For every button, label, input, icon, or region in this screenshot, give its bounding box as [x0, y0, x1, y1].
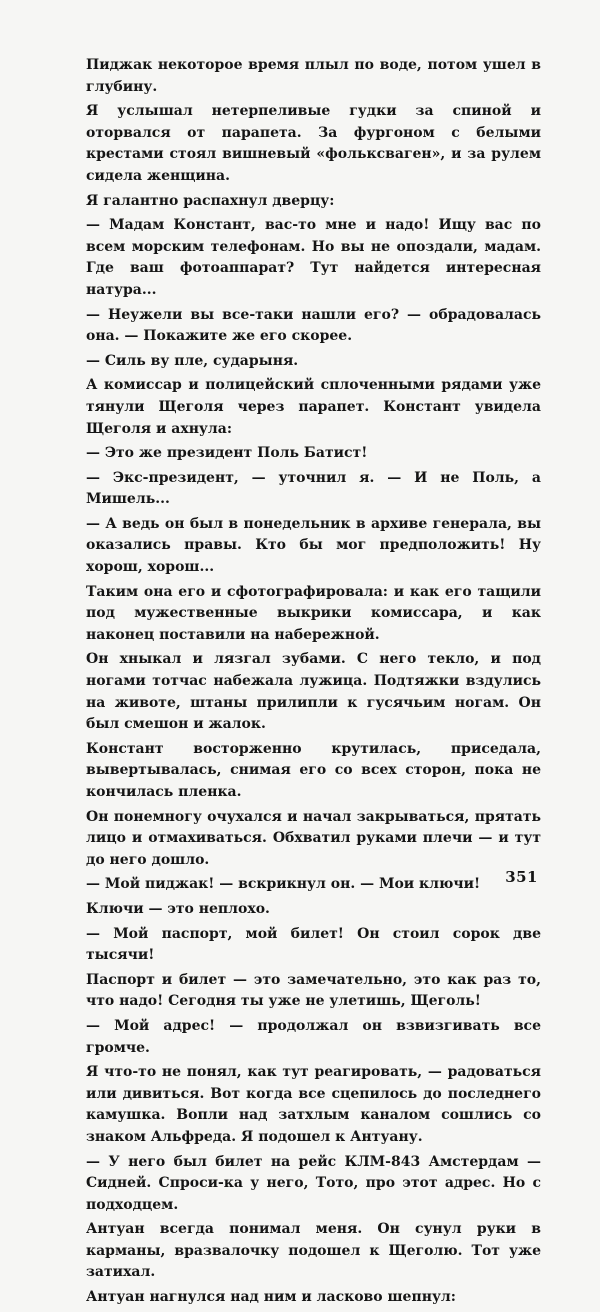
paragraph: Таким она его и сфотографировала: и как его тащили под мужественные выкрики комиссара, и как наконец поставили на набережной.	[86, 583, 541, 643]
paragraph: — Мадам Констант, вас-то мне и надо! Ищу вас по всем морским телефонам. Но вы не опоздали, мадам. Где ваш фотоаппарат? Тут найдется интересная натура...	[86, 217, 541, 298]
paragraph: Пиджак некоторое время плыл по воде, потом ушел в глубину.	[86, 57, 541, 95]
paragraph: Я услышал нетерпеливые гудки за спиной и оторвался от парапета. За фургоном с белыми крестами стоял вишневый «фольксваген», и за рулем сидела женщина.	[86, 103, 541, 184]
page-number: 351	[505, 868, 538, 886]
paragraph: Я что-то не понял, как тут реагировать, — радоваться или дивиться. Вот когда все сцепилось до последнего камушка. Вопли над затхлым каналом сошлись со знаком Альфреда. Я подошел к Антуану.	[86, 1064, 541, 1145]
paragraph: — Мой адрес! — продолжал он взвизгивать все громче.	[86, 1017, 541, 1056]
paragraph: — Это же президент Поль Батист!	[86, 445, 368, 462]
paragraph: — Силь ву пле, сударыня.	[86, 352, 299, 369]
paragraph: Констант восторженно крутилась, приседала, вывертывалась, снимая его со всех сторон, пока не кончилась пленка.	[86, 740, 541, 800]
paragraph: — Мой пиджак! — вскрикнул он. — Мои ключи!	[86, 876, 481, 893]
paragraph: А комиссар и полицейский сплоченными рядами уже тянули Щеголя через парапет. Констант увидела Щеголя и ахнула:	[86, 377, 541, 437]
paragraph: Ключи — это неплохо.	[86, 900, 270, 917]
paragraph: — У него был билет на рейс КЛМ-843 Амстердам — Сидней. Спроси-ка у него, Тото, про этот адрес. Но с подходцем.	[86, 1153, 541, 1213]
paragraph: — Мой паспорт, мой билет! Он стоил сорок две тысячи!	[86, 925, 541, 964]
paragraph: Паспорт и билет — это замечательно, это как раз то, что надо! Сегодня ты уже не улетишь, Щеголь!	[86, 971, 541, 1010]
paragraph: — Экс-президент, — уточнил я. — И не Поль, а Мишель...	[86, 469, 541, 508]
page-body-text	[86, 55, 541, 1312]
paragraph: — Неужели вы все-таки нашли его? — обрадовалась она. — Покажите же его скорее.	[86, 306, 541, 345]
paragraph: Я галантно распахнул дверцу:	[86, 192, 335, 209]
paragraph: — А ведь он был в понедельник в архиве генерала, вы оказались правы. Кто бы мог предположить! Ну хорош, хорош...	[86, 515, 541, 576]
paragraph: Он понемногу очухался и начал закрываться, прятать лицо и отмахиваться. Обхватил руками плечи — и тут до него дошло.	[86, 808, 541, 868]
paragraph: Антуан всегда понимал меня. Он сунул руки в карманы, вразвалочку подошел к Щеголю. Тот уже затихал.	[86, 1221, 541, 1281]
paragraph: Антуан нагнулся над ним и ласково шепнул:	[86, 1289, 456, 1306]
paragraph: Он хныкал и лязгал зубами. С него текло, и под ногами тотчас набежала лужица. Подтяжки вздулись на животе, штаны прилипли к гусячьим ногам. Он был смешон и жалок.	[86, 651, 541, 733]
